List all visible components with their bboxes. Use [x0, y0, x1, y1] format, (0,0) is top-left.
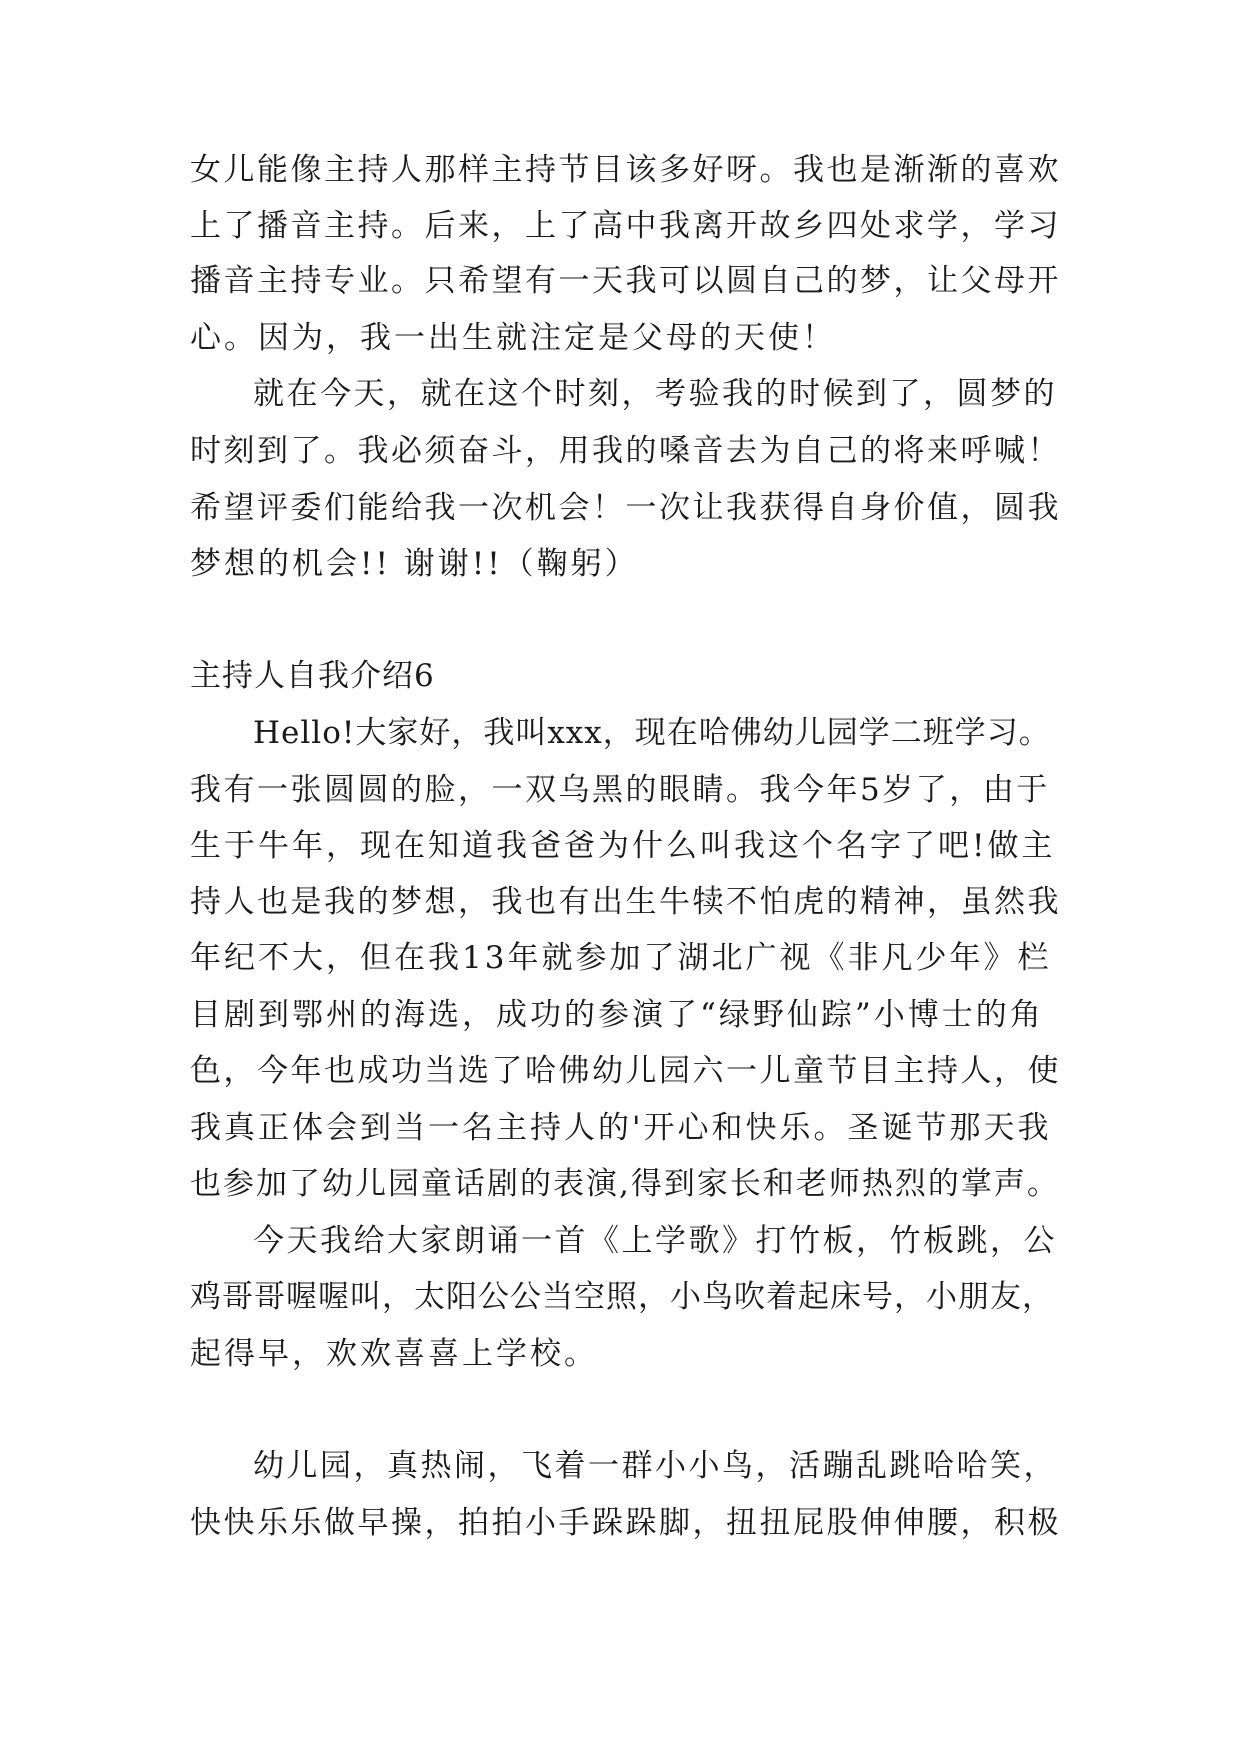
text-line: 就在今天，就在这个时刻，考验我的时候到了，圆梦的	[253, 376, 1057, 412]
text-line: 播音主持专业。只希望有一天我可以圆自己的梦，让父母开	[190, 263, 1061, 299]
text-line: 我真正体会到当一名主持人的'开心和快乐。圣诞节那天我	[190, 1110, 1052, 1146]
text-line: 也参加了幼儿园童话剧的表演,得到家长和老师热烈的掌声。	[190, 1166, 1060, 1202]
text-line: 上了播音主持。后来，上了高中我离开故乡四处求学，学习	[190, 208, 1061, 244]
text-line: 我有一张圆圆的脸，一双乌黑的眼睛。我今年5岁了，由于	[190, 772, 1050, 808]
text-line: 年纪不大，但在我13年就参加了湖北广视《非凡少年》栏	[190, 940, 1052, 976]
text-line: 起得早，欢欢喜喜上学校。	[190, 1336, 598, 1372]
text-line: Hello!大家好，我叫xxx，现在哈佛幼儿园学二班学习。	[253, 715, 1051, 751]
text-line: 色，今年也成功当选了哈佛幼儿园六一儿童节目主持人，使	[190, 1053, 1061, 1089]
text-line: 生于牛年，现在知道我爸爸为什么叫我这个名字了吧!做主	[190, 828, 1056, 864]
text-line: 今天我给大家朗诵一首《上学歌》打竹板，竹板跳，公	[253, 1223, 1057, 1259]
text-line: 目剧到鄂州的海选，成功的参演了“绿野仙踪”小博士的角	[190, 997, 1044, 1033]
text-line: 希望评委们能给我一次机会！一次让我获得自身价值，圆我	[190, 490, 1061, 526]
text-line: 快快乐乐做早操，拍拍小手跺跺脚，扭扭屁股伸伸腰，积极	[190, 1505, 1061, 1541]
text-line: 鸡哥哥喔喔叫，太阳公公当空照，小鸟吹着起床号，小朋友，	[190, 1279, 1054, 1315]
text-line: 幼儿园，真热闹，飞着一群小小鸟，活蹦乱跳哈哈笑，	[253, 1448, 1057, 1484]
text-line: 女儿能像主持人那样主持节目该多好呀。我也是渐渐的喜欢	[190, 152, 1061, 188]
section-title: 主持人自我介绍6	[190, 658, 435, 694]
text-line: 持人也是我的梦想，我也有出生牛犊不怕虎的精神，虽然我	[190, 884, 1061, 920]
text-line: 时刻到了。我必须奋斗，用我的嗓音去为自己的将来呼喊！	[190, 433, 1061, 469]
text-line: 心。因为，我一出生就注定是父母的天使！	[190, 320, 836, 356]
text-line: 梦想的机会!! 谢谢!!（鞠躬）	[190, 546, 639, 582]
